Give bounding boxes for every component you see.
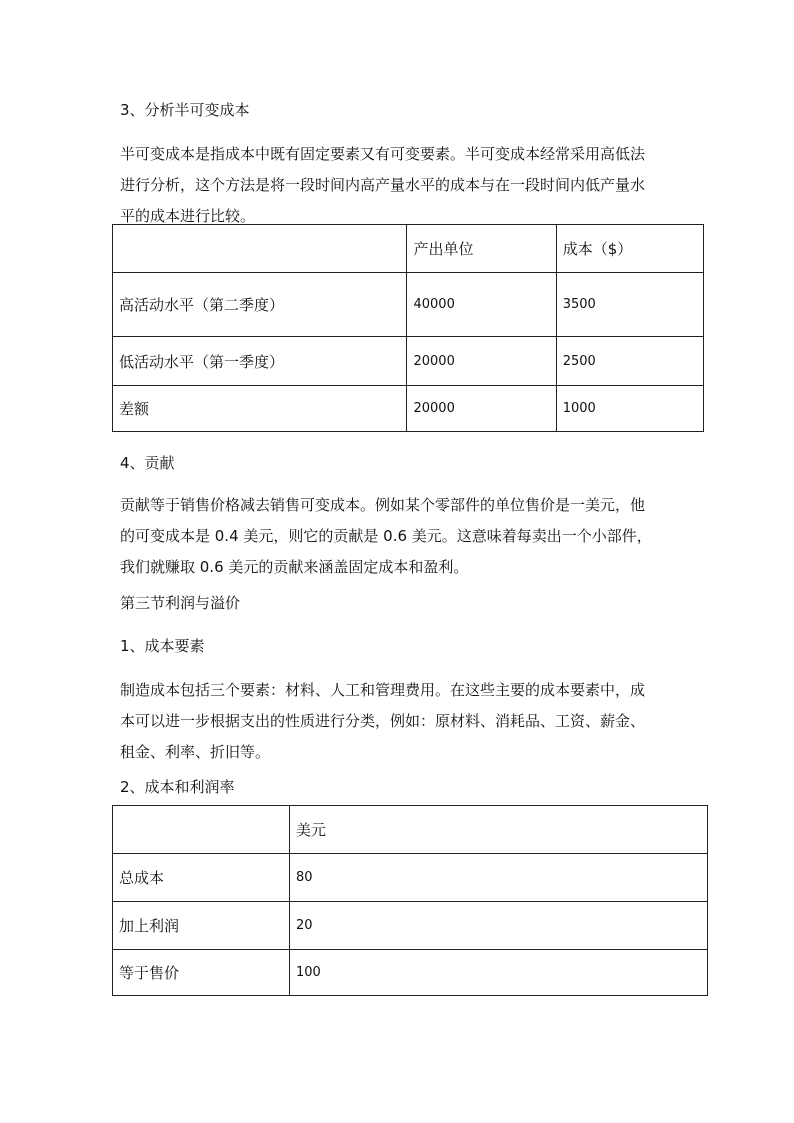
table-cell: 20 xyxy=(290,902,708,950)
table-cell: 80 xyxy=(290,854,708,902)
section-3-paragraph xyxy=(120,139,690,232)
table-header-cell: 成本（$） xyxy=(556,225,703,273)
paragraph-line: 的可变成本是 0.4 美元，则它的贡献是 0.6 美元。这意味着每卖出一个小部件， xyxy=(120,527,652,545)
subsection-1-paragraph xyxy=(120,675,690,768)
paragraph-line: 租金、利率、折旧等。 xyxy=(120,743,271,761)
semi-variable-cost-table xyxy=(112,224,704,432)
table-cell: 高活动水平（第二季度） xyxy=(113,273,407,337)
table-row xyxy=(113,386,704,432)
table-row xyxy=(113,337,704,386)
subsection-2-heading: 2、成本和利润率 xyxy=(120,778,235,796)
table-header-row xyxy=(113,806,708,854)
table-row xyxy=(113,854,708,902)
table-cell: 2500 xyxy=(556,337,703,386)
paragraph-line: 平的成本进行比较。 xyxy=(120,207,256,225)
paragraph-line: 我们就赚取 0.6 美元的贡献来涵盖固定成本和盈利。 xyxy=(120,558,469,576)
table-cell: 40000 xyxy=(407,273,556,337)
table-cell: 总成本 xyxy=(113,854,290,902)
section-title: 第三节利润与溢价 xyxy=(120,594,241,612)
table-header-cell xyxy=(113,806,290,854)
section-3-heading: 3、分析半可变成本 xyxy=(120,101,250,119)
table-cell: 20000 xyxy=(407,337,556,386)
section-4-paragraph xyxy=(120,490,690,583)
table-row xyxy=(113,950,708,996)
cost-profit-table xyxy=(112,805,708,996)
table-header-row xyxy=(113,225,704,273)
table-cell: 1000 xyxy=(556,386,703,432)
table-row xyxy=(113,273,704,337)
paragraph-line: 贡献等于销售价格减去销售可变成本。例如某个零部件的单位售价是一美元，他 xyxy=(120,496,646,514)
paragraph-line: 本可以进一步根据支出的性质进行分类，例如：原材料、消耗品、工资、薪金、 xyxy=(120,712,646,730)
section-4-heading: 4、贡献 xyxy=(120,454,175,472)
table-header-cell: 产出单位 xyxy=(407,225,556,273)
paragraph-line: 进行分析，这个方法是将一段时间内高产量水平的成本与在一段时间内低产量水 xyxy=(120,176,646,194)
paragraph-line: 半可变成本是指成本中既有固定要素又有可变要素。半可变成本经常采用高低法 xyxy=(120,145,646,163)
table-cell: 20000 xyxy=(407,386,556,432)
table-cell: 低活动水平（第一季度） xyxy=(113,337,407,386)
table-row xyxy=(113,902,708,950)
table-header-cell: 美元 xyxy=(290,806,708,854)
paragraph-line: 制造成本包括三个要素：材料、人工和管理费用。在这些主要的成本要素中，成 xyxy=(120,681,646,699)
table-cell: 100 xyxy=(290,950,708,996)
table-cell: 3500 xyxy=(556,273,703,337)
table-cell: 等于售价 xyxy=(113,950,290,996)
table-header-cell xyxy=(113,225,407,273)
subsection-1-heading: 1、成本要素 xyxy=(120,637,205,655)
table-cell: 加上利润 xyxy=(113,902,290,950)
table-cell: 差额 xyxy=(113,386,407,432)
